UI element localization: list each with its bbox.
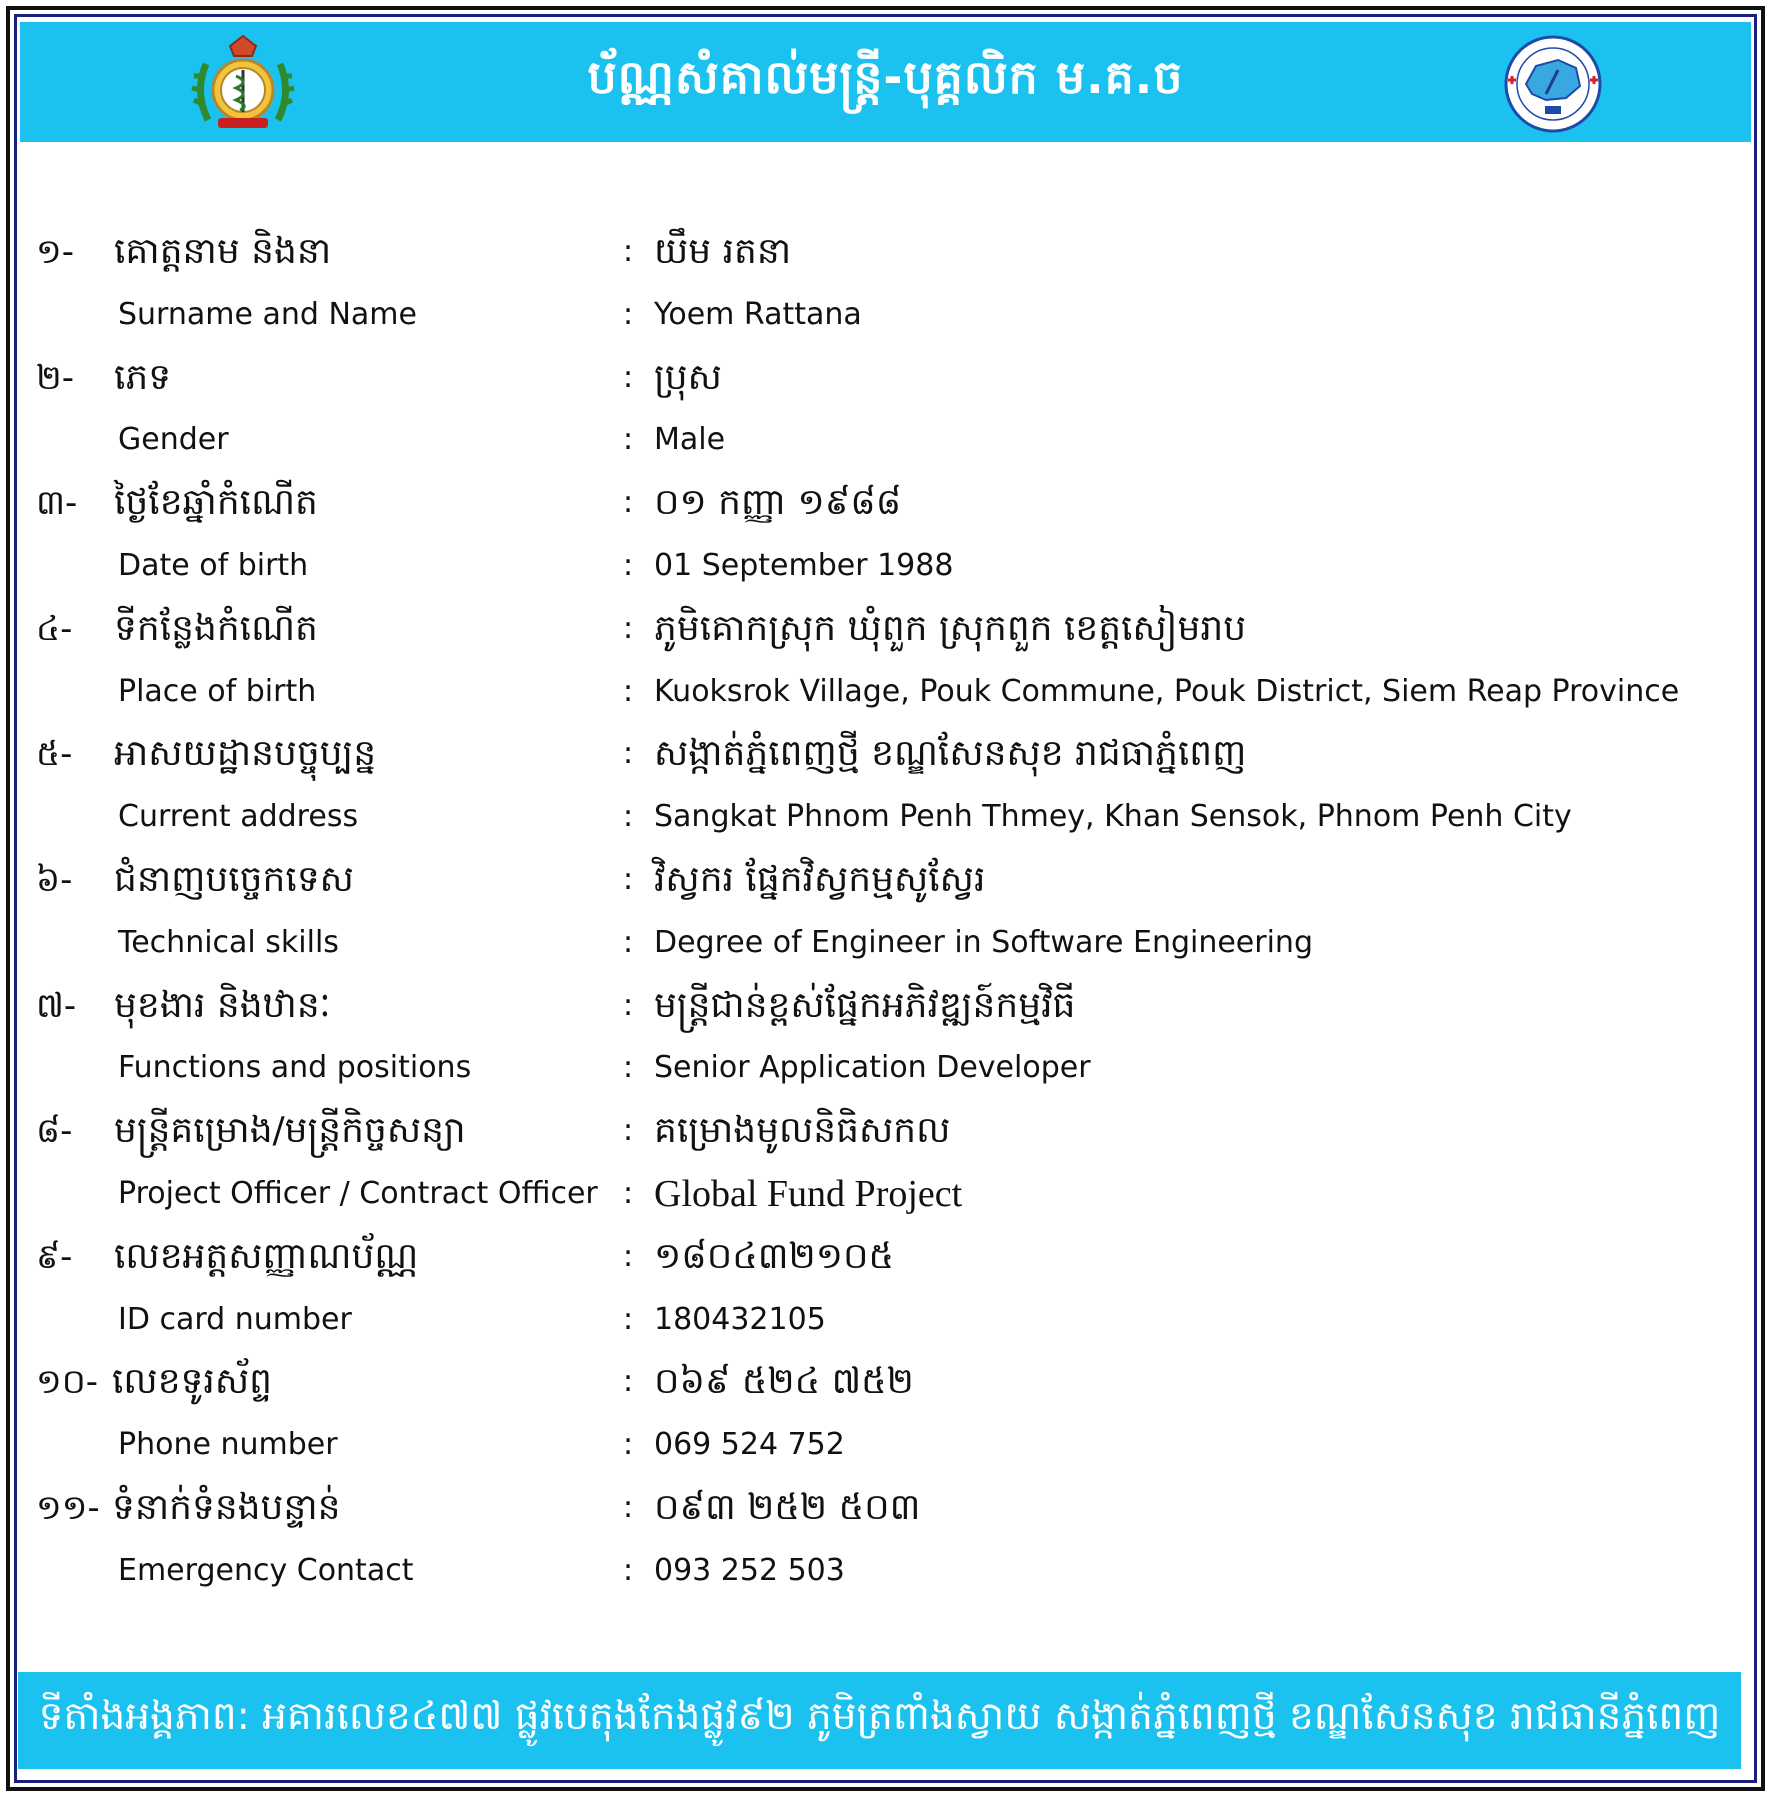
field-row-khmer [36,1351,1736,1414]
field-row-english [36,661,1736,724]
field-colon: : [623,610,634,646]
field-number: ២- [36,357,75,398]
field-label: Place of birth [118,673,317,709]
field-colon: : [623,1489,634,1525]
field-label: មុខងារ និងឋានៈ [114,984,331,1026]
field-number: ៩- [36,1236,73,1277]
field-label: Emergency Contact [118,1552,414,1588]
field-colon: : [623,736,634,772]
field-value: Global Fund Project [654,1172,963,1215]
field-value: Senior Application Developer [654,1050,1091,1086]
field-value: យឹម រតនា [654,231,792,272]
field-value: ០៦៩ ៥២៤ ៧៥២ [654,1361,914,1403]
field-label: ទីកន្លែងកំណើត [114,607,318,649]
page-title: ប័ណ្ណសំគាល់មន្ត្រី-បុគ្គលិក ម.គ.ច [587,49,1184,104]
field-value: Kuoksrok Village, Pouk Commune, Pouk District, Siem Reap Province [654,673,1680,709]
field-row-english [36,912,1736,975]
field-number: ៧- [36,985,77,1026]
field-value: គម្រោងមូលនិធិសកល [654,1110,951,1152]
field-label: ជំនាញបច្ចេកទេស [114,858,354,900]
field-number: ១១- [36,1487,100,1528]
field-value: ១៨០៤៣២១០៥ [654,1235,894,1277]
field-colon: : [623,422,634,458]
field-row-khmer [36,723,1736,786]
field-label: លេខអត្តសញ្ញាណប័ណ្ណ [114,1235,419,1277]
field-colon: : [623,547,634,583]
field-row-khmer [36,221,1736,284]
field-value: ភូមិគោកស្រុក ឃុំពួក ស្រុកពួក ខេត្តសៀមរាប [654,607,1247,649]
field-number: ៣- [36,483,78,524]
field-label: លេខទូរស័ព្ទ [112,1361,272,1403]
field-label: ថ្ងៃខែឆ្នាំកំណើត [114,482,318,524]
field-label: ភេទ [114,356,172,398]
field-row-khmer [36,472,1736,535]
field-row-english [36,1414,1736,1477]
field-label: គោត្តនាម និងនា [114,231,332,272]
field-number: ៨- [36,1111,73,1152]
field-colon: : [623,1427,634,1463]
field-row-english [36,786,1736,849]
field-row-english [36,1289,1736,1352]
field-colon: : [623,1175,634,1211]
field-value: Sangkat Phnom Penh Thmey, Khan Sensok, Phnom Penh City [654,799,1572,835]
field-row-khmer [36,1477,1736,1540]
field-row-khmer [36,975,1736,1038]
field-colon: : [623,485,634,521]
field-value: ០៩៣ ២៥២ ៥០៣ [654,1486,921,1528]
field-number: ៤- [36,608,73,649]
field-value: Male [654,422,726,458]
field-colon: : [623,359,634,395]
field-row-english [36,535,1736,598]
unit-address: ទីតាំងអង្គភាព: អគារលេខ៤៧៧ ផ្លូវបេតុងកែងផ្លូវ៩២ ភូមិត្រពាំងស្វាយ សង្កាត់ភ្នំពេញថ្មី ខណ្ឌសែនសុខ រាជធានីភ្នំពេញ [38,1694,1721,1739]
field-row-khmer [36,347,1736,410]
field-value: ប្រុស [654,356,722,398]
field-label: Current address [118,799,359,835]
field-list [36,221,1736,1603]
field-row-khmer [36,1100,1736,1163]
field-label: ទំនាក់ទំនងបន្ទាន់ [112,1486,341,1528]
field-colon: : [623,1238,634,1274]
field-label: Date of birth [118,547,309,583]
field-label: Project Officer / Contract Officer [118,1175,598,1211]
field-colon: : [623,987,634,1023]
card-header [20,22,1751,142]
field-value: សង្កាត់ភ្នំពេញថ្មី ខណ្ឌសែនសុខ រាជធាភ្នំពេញ [654,733,1247,775]
field-row-english [36,284,1736,347]
field-colon: : [623,1364,634,1400]
card-footer [18,1672,1741,1769]
field-label: មន្ត្រីគម្រោង/មន្ត្រីកិច្ចសន្យា [114,1110,466,1152]
field-value: Degree of Engineer in Software Engineering [654,924,1313,960]
field-colon: : [623,673,634,709]
ministry-emblem-icon [188,32,298,136]
field-colon: : [623,924,634,960]
field-number: ១- [36,232,75,272]
field-colon: : [623,1113,634,1149]
field-label: ID card number [118,1301,352,1337]
field-row-english [36,409,1736,472]
field-label: Technical skills [118,924,339,960]
field-label: Gender [118,422,229,458]
field-colon: : [623,799,634,835]
cambodia-map-seal-icon [1500,34,1606,134]
field-colon: : [623,1301,634,1337]
field-row-khmer [36,598,1736,661]
field-colon: : [623,234,634,269]
field-value: វិស្វករ ផ្នែកវិស្វកម្មសូស្វែរ [654,858,986,900]
field-colon: : [623,1552,634,1588]
field-colon: : [623,1050,634,1086]
field-row-english [36,1163,1736,1226]
field-label: Surname and Name [118,296,417,332]
field-label: អាសយដ្ឋានបច្ចុប្បន្ន [114,733,377,775]
field-colon: : [623,296,634,332]
field-row-khmer [36,1226,1736,1289]
field-value: 093 252 503 [654,1552,845,1588]
field-value: ០១ កញ្ញា ១៩៨៨ [654,482,902,524]
field-number: ៦- [36,859,73,900]
field-number: ៥- [36,734,73,775]
field-value: 01 September 1988 [654,547,954,583]
field-label: Functions and positions [118,1050,472,1086]
field-value: មន្ត្រីជាន់ខ្ពស់ផ្នែកអភិវឌ្ឍន៍កម្មវិធី [654,984,1076,1026]
field-value: Yoem Rattana [654,296,862,332]
field-value: 069 524 752 [654,1427,845,1463]
field-row-english [36,1540,1736,1603]
field-colon: : [623,861,634,897]
field-row-khmer [36,849,1736,912]
field-label: Phone number [118,1427,338,1463]
field-value: 180432105 [654,1301,826,1337]
field-number: ១០- [36,1362,99,1403]
field-row-english [36,1037,1736,1100]
